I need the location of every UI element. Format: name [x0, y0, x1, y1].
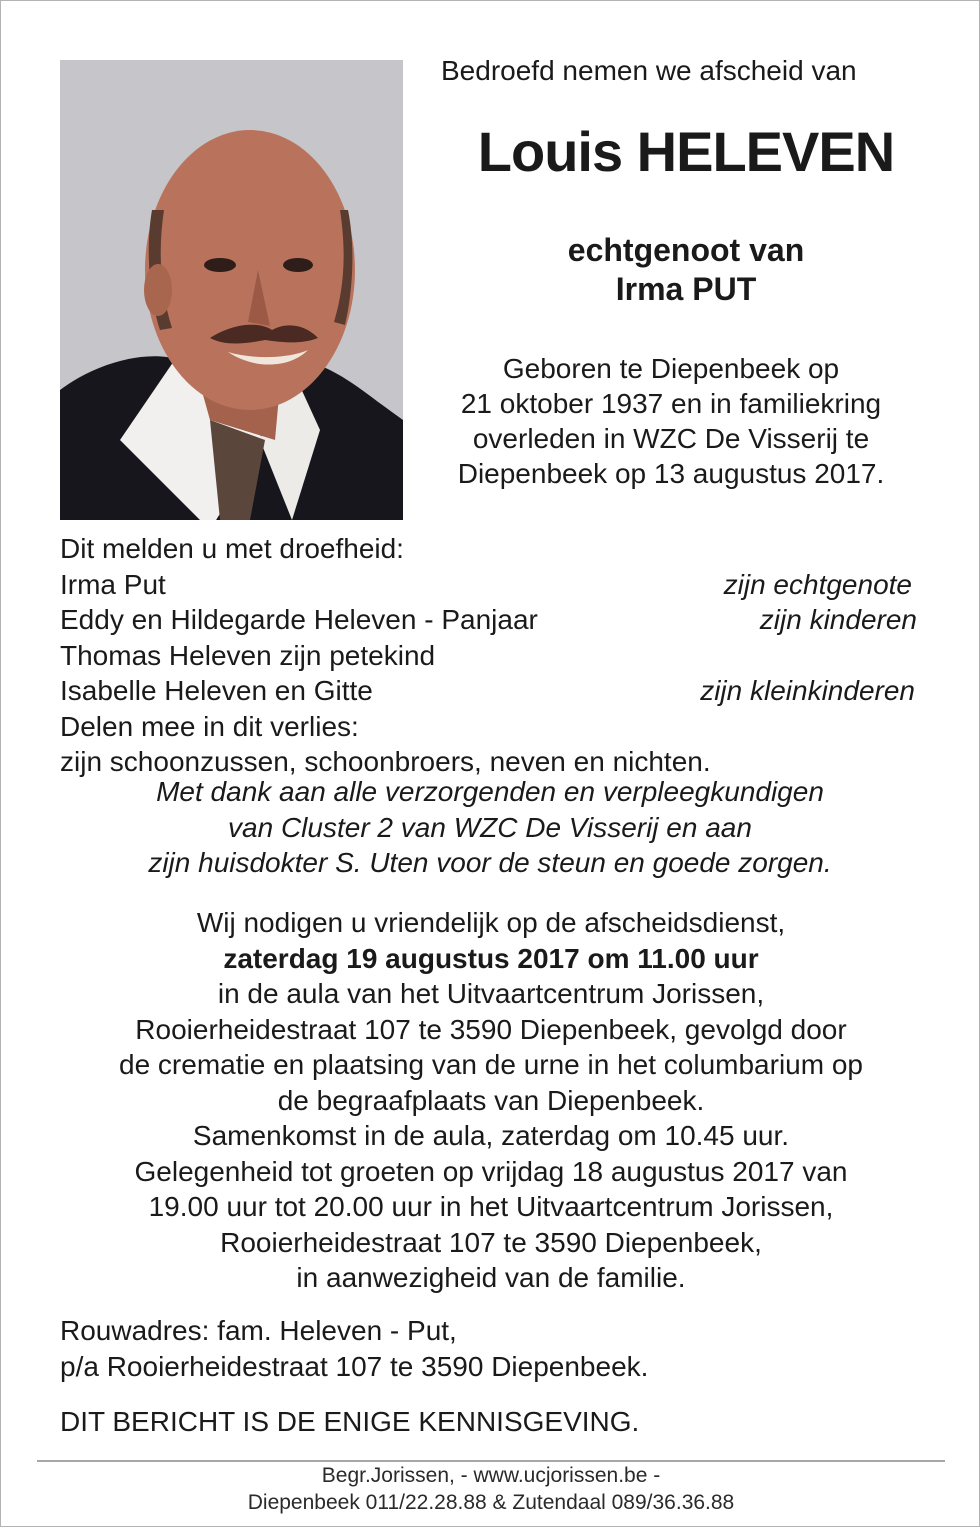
thanks-line: van Cluster 2 van WZC De Visserij en aan	[228, 811, 752, 843]
birth-line: overleden in WZC De Visserij te	[472, 423, 870, 454]
invite-line: de crematie en plaatsing van de urne in het columbarium op	[119, 1049, 863, 1080]
footer-line: Begr.Jorissen, - www.ucjorissen.be -	[321, 1464, 661, 1487]
birth-line: Geboren te Diepenbeek op	[502, 353, 840, 384]
deceased-name: Louis HELEVEN	[477, 120, 895, 183]
thanks-line: zijn huisdokter S. Uten voor de steun en goede zorgen.	[148, 847, 832, 878]
family-row	[60, 567, 920, 603]
family-row	[60, 673, 920, 709]
family-row	[60, 638, 920, 674]
thanks-block	[60, 774, 920, 881]
family-relation: zijn kinderen	[759, 604, 917, 635]
invitation-block	[41, 905, 941, 1296]
invite-line: Rooierheidestraat 107 te 3590 Diepenbeek, gevolgd door	[135, 1013, 847, 1045]
family-relation: zijn kleinkinderen	[700, 675, 915, 706]
invite-datetime: zaterdag 19 augustus 2017 om 11.00 uur	[223, 942, 759, 974]
family-name: Isabelle Heleven en Gitte	[60, 675, 373, 706]
invite-line: Rooierheidestraat 107 te 3590 Diepenbeek,	[220, 1226, 762, 1258]
family-row	[60, 602, 920, 638]
portrait-photo	[60, 60, 403, 520]
family-relation: zijn echtgenote	[723, 568, 912, 600]
funeral-home-footer	[41, 1462, 941, 1516]
invite-intro: Wij nodigen u vriendelijk op de afscheidsdienst,	[196, 907, 786, 938]
address-line: Rouwadres: fam. Heleven - Put,	[60, 1315, 457, 1346]
footer-line: Diepenbeek 011/22.28.88 & Zutendaal 089/36.36.88	[247, 1491, 735, 1514]
spouse-name: Irma PUT	[615, 271, 757, 307]
birth-line: Diepenbeek op 13 augustus 2017.	[457, 458, 885, 489]
invite-line: 19.00 uur tot 20.00 uur in het Uitvaartcentrum Jorissen,	[148, 1191, 834, 1222]
invite-line: in aanwezigheid van de familie.	[296, 1262, 686, 1293]
invite-line: Gelegenheid tot groeten op vrijdag 18 augustus 2017 van	[134, 1155, 848, 1187]
address-line: p/a Rooierheidestraat 107 te 3590 Diepenbeek.	[60, 1350, 649, 1382]
share-heading: Delen mee in dit verlies:	[60, 710, 359, 742]
intro-line: Bedroefd nemen we afscheid van	[441, 55, 857, 86]
share-line: zijn schoonzussen, schoonbroers, neven en nichten.	[60, 746, 711, 777]
mourning-address	[60, 1313, 648, 1384]
spouse-block	[451, 231, 921, 309]
invite-line: in de aula van het Uitvaartcentrum Jorissen,	[217, 978, 765, 1009]
birth-death-info	[431, 351, 911, 491]
spouse-label: echtgenoot van	[567, 232, 805, 268]
thanks-line: Met dank aan alle verzorgenden en verpleegkundigen	[156, 776, 824, 807]
family-name: Irma Put	[60, 568, 166, 600]
portrait-illustration	[60, 60, 403, 520]
announce-heading: Dit melden u met droefheid:	[60, 533, 404, 564]
invite-line: de begraafplaats van Diepenbeek.	[277, 1084, 705, 1116]
birth-line: 21 oktober 1937 en in familiekring	[460, 388, 882, 419]
family-name: Eddy en Hildegarde Heleven - Panjaar	[60, 604, 538, 635]
announcement-block	[60, 531, 920, 780]
invite-line: Samenkomst in de aula, zaterdag om 10.45 uur.	[192, 1120, 790, 1151]
family-name: Thomas Heleven zijn petekind	[60, 639, 436, 671]
notice-line: DIT BERICHT IS DE ENIGE KENNISGEVING.	[60, 1406, 640, 1437]
